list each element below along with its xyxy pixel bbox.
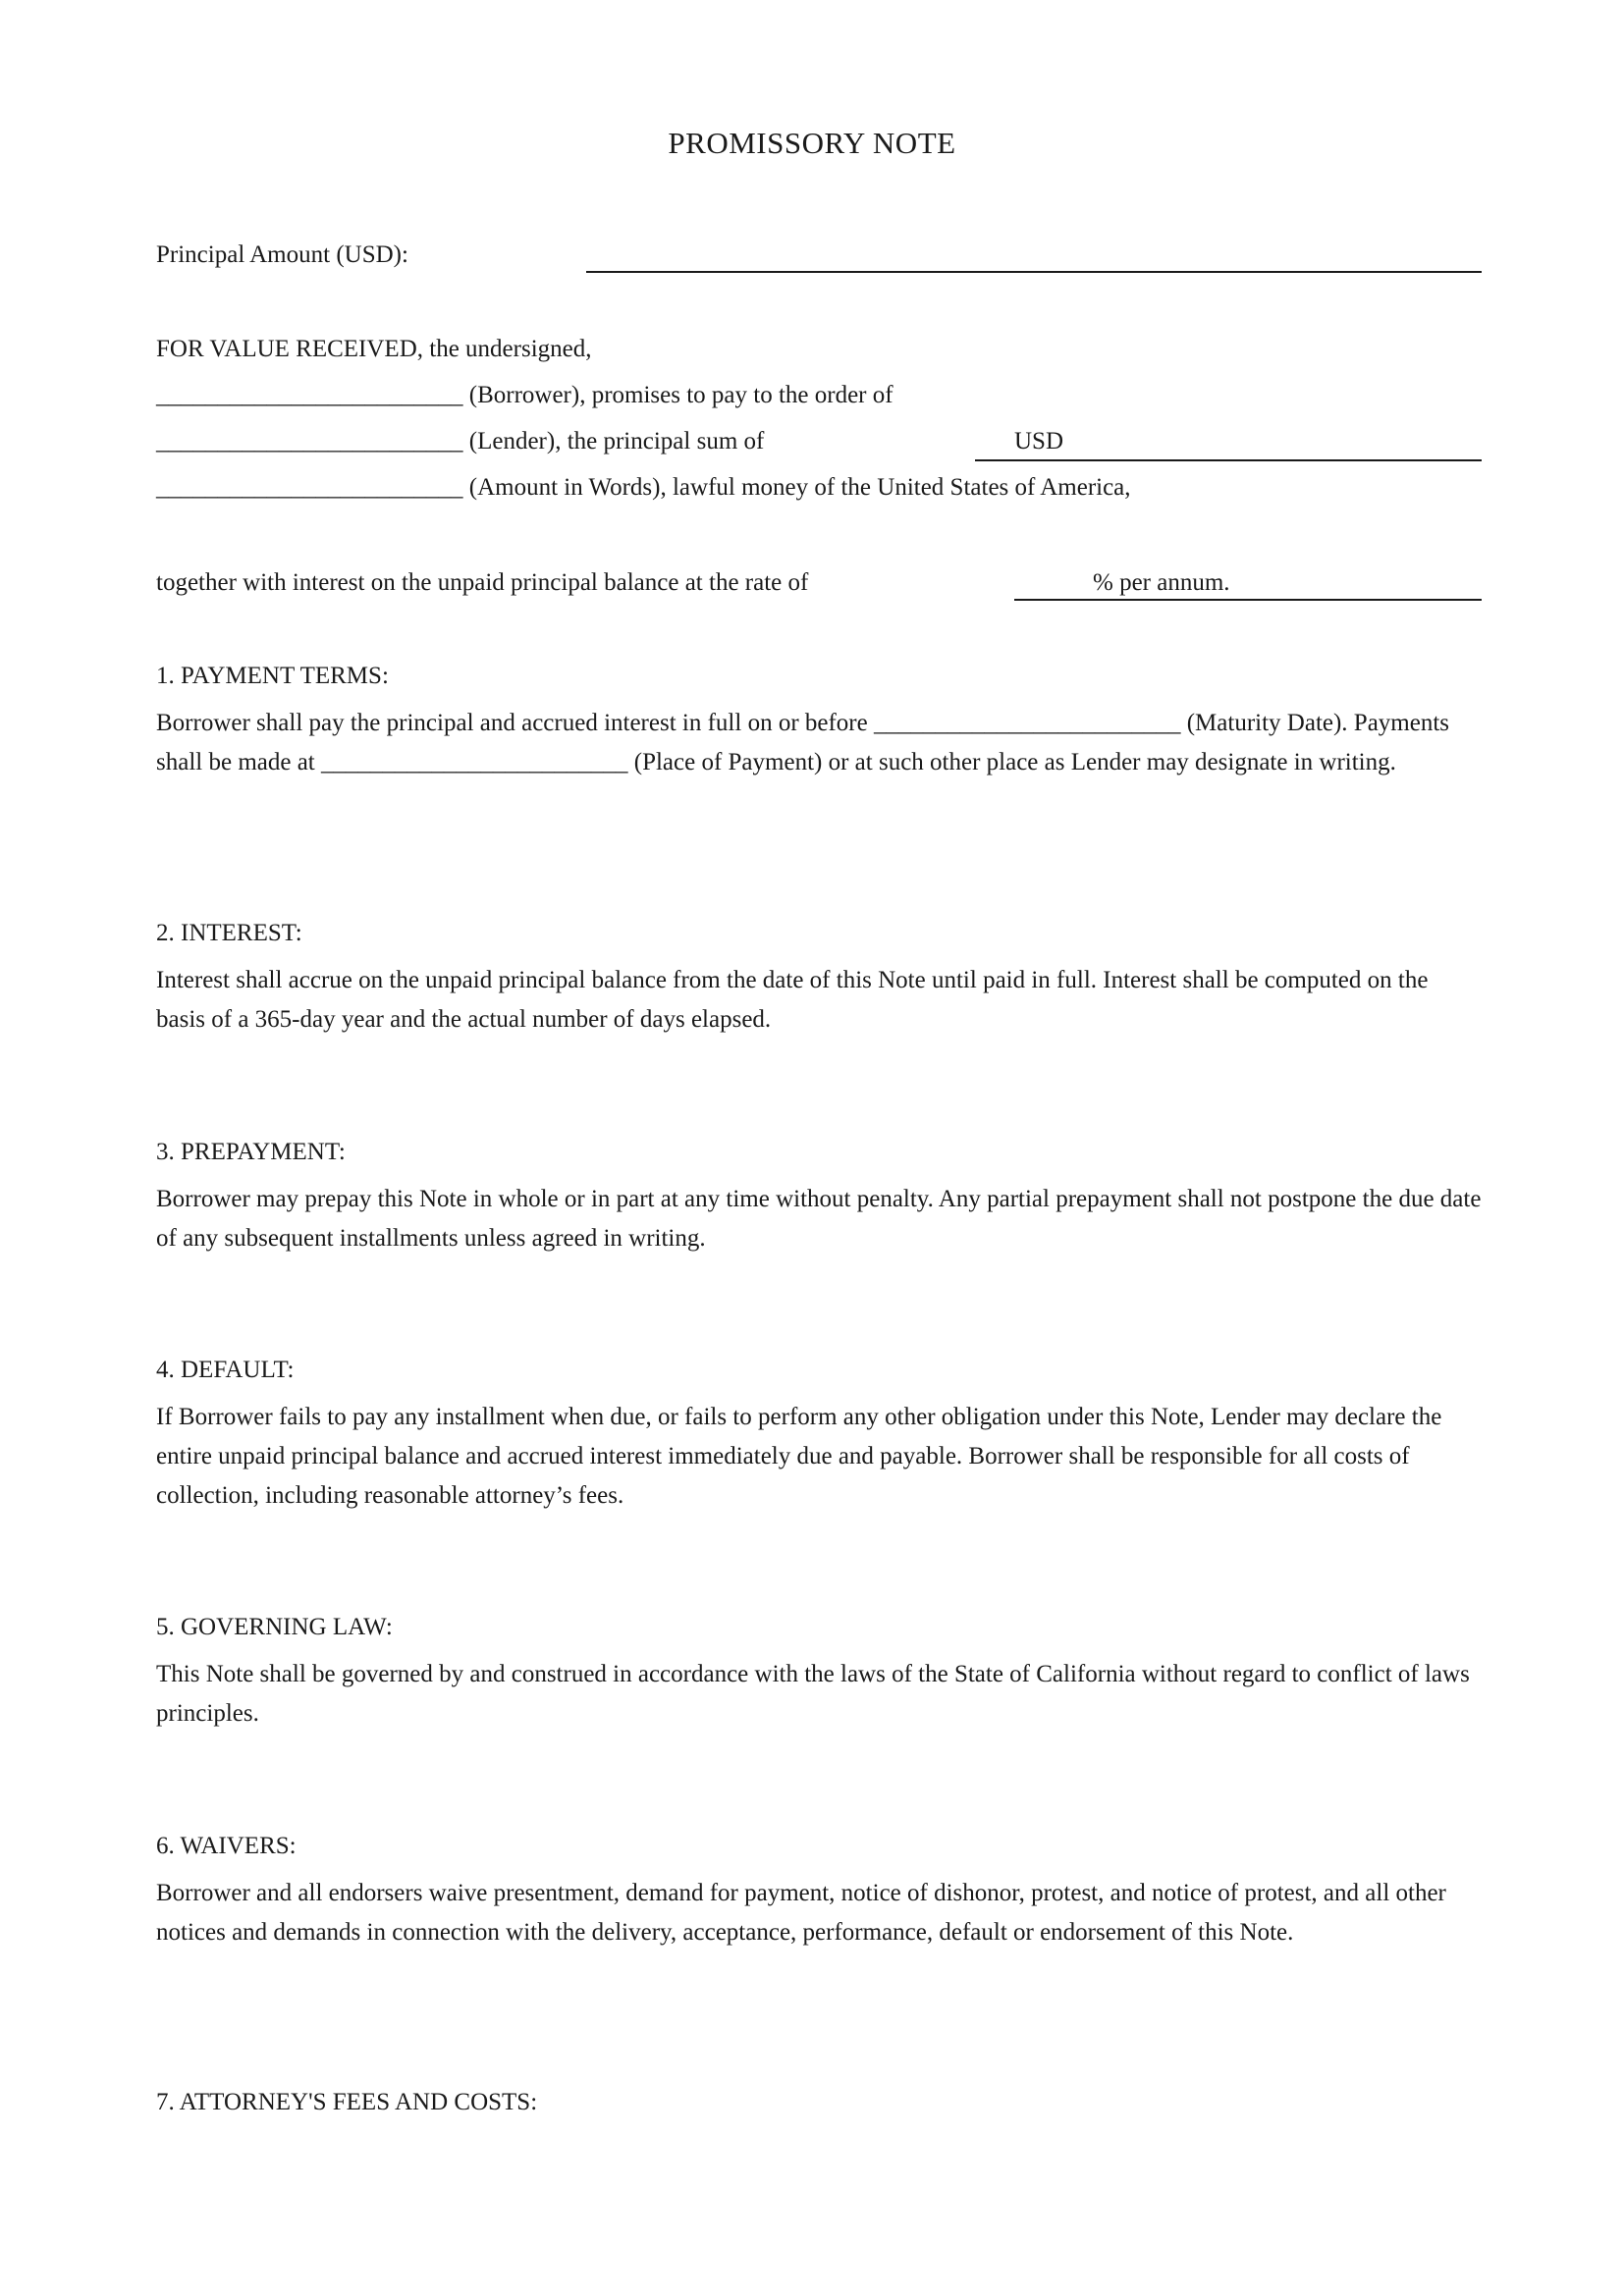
section-body: Interest shall accrue on the unpaid principal balance from the date of this Note until paid in full. Interest shall be computed on the basis of a 365-day year and the actual number of days elapsed. xyxy=(156,967,1429,1033)
section-body: This Note shall be governed by and construed in accordance with the laws of the State of California without regard to conflict of laws principles. xyxy=(156,1661,1470,1727)
section-body: Borrower and all endorsers waive presentment, demand for payment, notice of dishonor, protest, and notice of protest, and all other notices and demands in connection with the delivery, acceptance, performance, default or endorsement of this Note. xyxy=(156,1880,1446,1946)
interest-rate-text: together with interest on the unpaid principal balance at the rate of xyxy=(156,569,809,596)
usd-label: USD xyxy=(1014,428,1064,454)
principal-amount-label: Principal Amount (USD): xyxy=(156,241,408,268)
section-heading: 2. INTEREST: xyxy=(156,920,302,946)
section-heading: 1. PAYMENT TERMS: xyxy=(156,663,389,689)
per-annum-label: % per annum. xyxy=(1093,569,1230,596)
principal-sum-field[interactable] xyxy=(975,459,1482,461)
section-heading: 7. ATTORNEY'S FEES AND COSTS: xyxy=(156,2089,538,2115)
borrower-line: _________________________ (Borrower), promises to pay to the order of xyxy=(156,382,893,408)
interest-rate-field[interactable] xyxy=(1014,599,1482,601)
amount-in-words-line: _________________________ (Amount in Words), lawful money of the United States of America, xyxy=(156,474,1131,501)
intro-text: FOR VALUE RECEIVED, the undersigned, xyxy=(156,336,592,362)
section-body: If Borrower fails to pay any installment when due, or fails to perform any other obligation under this Note, Lender may declare the entire unpaid principal balance and accrued interest immediately due and payable. Borrower shall be responsible for all costs of collection, including reasonable attorney’s fees. xyxy=(156,1404,1442,1509)
section-heading: 3. PREPAYMENT: xyxy=(156,1139,346,1165)
section-body: Borrower may prepay this Note in whole or in part at any time without penalty. Any partial prepayment shall not postpone the due date of any subsequent installments unless agreed in writing. xyxy=(156,1186,1482,1252)
section-heading: 5. GOVERNING LAW: xyxy=(156,1614,393,1640)
principal-amount-field[interactable] xyxy=(586,271,1482,273)
section-heading: 6. WAIVERS: xyxy=(156,1833,297,1859)
lender-line: _________________________ (Lender), the principal sum of xyxy=(156,428,765,454)
section-heading: 4. DEFAULT: xyxy=(156,1357,295,1383)
document-title: PROMISSORY NOTE xyxy=(668,126,956,160)
section-body: Borrower shall pay the principal and accrued interest in full on or before _________________________ (Maturity Date). Payments shall be made at _________________________ (Place of Payment) or at such other place as Lender may designate in writing. xyxy=(156,710,1450,775)
